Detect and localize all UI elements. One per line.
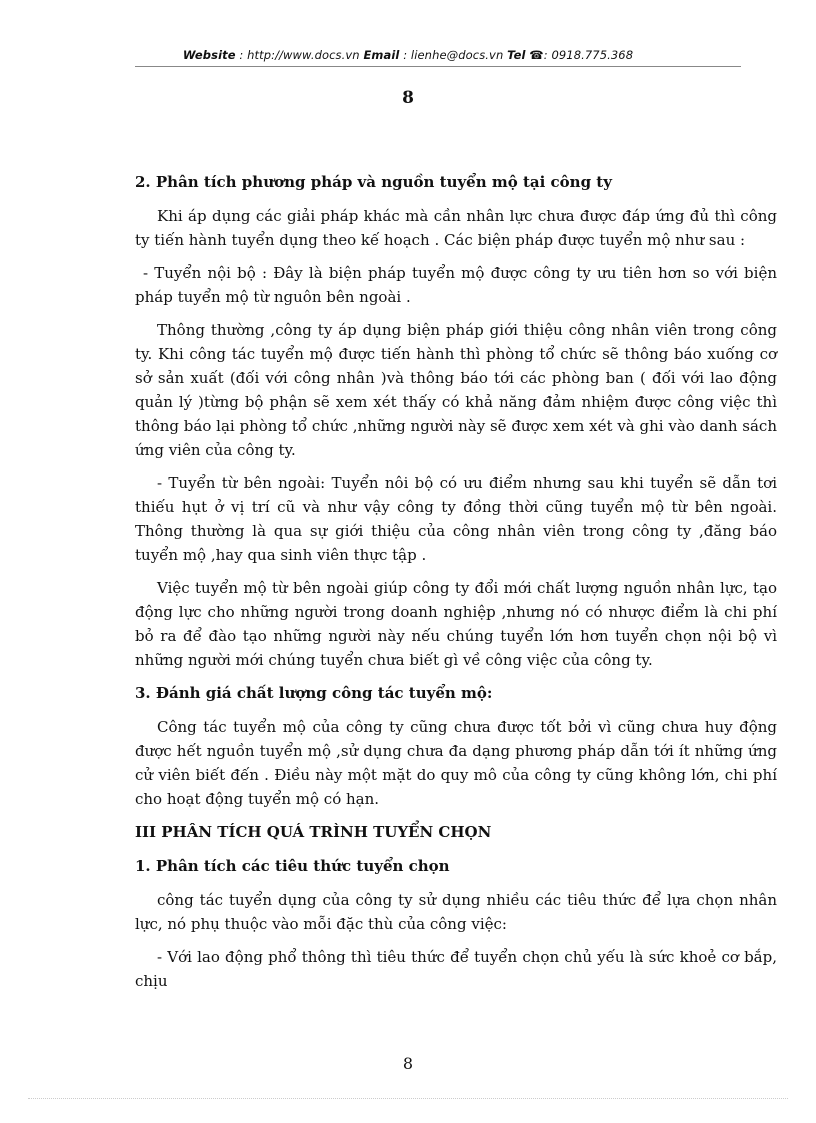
footer-dotted-line	[28, 1098, 788, 1099]
page-number-top: 8	[402, 88, 414, 108]
paragraph-2: - Tuyển nội bộ : Đây là biện pháp tuyển mộ được công ty ưu tiên hơn so với biện pháp tuyển mộ từ nguôn bên ngoài .	[135, 264, 777, 306]
paragraph-6: Công tác tuyển mộ của công ty cũng chưa được tốt bởi vì cũng chưa huy động được hết nguồn tuyển mộ ,sử dụng chưa đa dạng phương pháp dẫn tới ít những ứng cử viên biết đến . Điều này một mặt do quy mô của công ty cũng không lớn, chi phí cho hoạt động tuyển mộ có hạn.	[135, 718, 777, 808]
paragraph-1: Khi áp dụng các giải pháp khác mà cần nhân lực chưa được đáp ứng đủ thì công ty tiến hành tuyển dụng theo kế hoạch . Các biện pháp được tuyển mộ như sau :	[135, 207, 777, 249]
paragraph-4: - Tuyển từ bên ngoài: Tuyển nôi bộ có ưu điểm nhưng sau khi tuyển sẽ dẫn tơi thiếu hụt ở vị trí cũ và như vậy công ty đồng thời cũng tuyển mộ từ bên ngoài. Thông thường là qua sự giới thiệu của công nhân viên trong công ty ,đăng báo tuyển mộ ,hay qua sinh viên thực tập .	[135, 474, 777, 564]
section-2-heading: 2. Phân tích phương pháp và nguồn tuyển mộ tại công ty	[135, 173, 612, 191]
website-label: Website	[182, 48, 236, 62]
paragraph-8: - Với lao động phổ thông thì tiêu thức để tuyển chọn chủ yếu là sức khoẻ cơ bắp, chịu	[135, 948, 777, 990]
page-number-bottom: 8	[402, 1054, 414, 1073]
tel-label: Tel	[507, 48, 526, 62]
document-body	[135, 170, 777, 1002]
paragraph-3: Thông thường ,công ty áp dụng biện pháp giới thiệu công nhân viên trong công ty. Khi công tác tuyển mộ được tiến hành thì phòng tổ chức sẽ thông báo xuống cơ sở sản xuất (đối với công nhân )và thông báo tới các phòng ban ( đối với lao động quản lý )từng bộ phận sẽ xem xét thấy có khả năng đảm nhiệm được công việc thì thông báo lại phòng tổ chức ,những người này sẽ được xem xét và ghi vào danh sách ứng viên của công ty.	[135, 321, 777, 459]
header-divider	[135, 66, 741, 67]
tel-value: : 0918.775.368	[543, 48, 634, 62]
section-iii-heading: III PHÂN TÍCH QUÁ TRÌNH TUYỂN CHỌN	[135, 823, 492, 841]
page-header	[0, 48, 816, 62]
subsection-1-heading: 1. Phân tích các tiêu thức tuyển chọn	[135, 857, 450, 875]
paragraph-7: công tác tuyển dụng của công ty sử dụng nhiều các tiêu thức để lựa chọn nhân lực, nó phụ thuộc vào mỗi đặc thù của công việc:	[135, 891, 777, 933]
section-3-heading: 3. Đánh giá chất lượng công tác tuyển mộ:	[135, 684, 493, 702]
phone-icon: ☎	[529, 48, 544, 62]
email-value: : lienhe@docs.vn	[403, 48, 504, 62]
paragraph-5: Việc tuyển mộ từ bên ngoài giúp công ty đổi mới chất lượng nguồn nhân lực, tạo động lực cho những người trong doanh nghiệp ,nhưng nó có nhược điểm là chi phí bỏ ra để đào tạo những người này nếu chúng tuyển lớn hơn tuyển chọn nội bộ vì những người mới chúng tuyển chưa biết gì về công việc của công ty.	[135, 579, 777, 669]
website-value: : http://www.docs.vn	[239, 48, 360, 62]
email-label: Email	[363, 48, 400, 62]
